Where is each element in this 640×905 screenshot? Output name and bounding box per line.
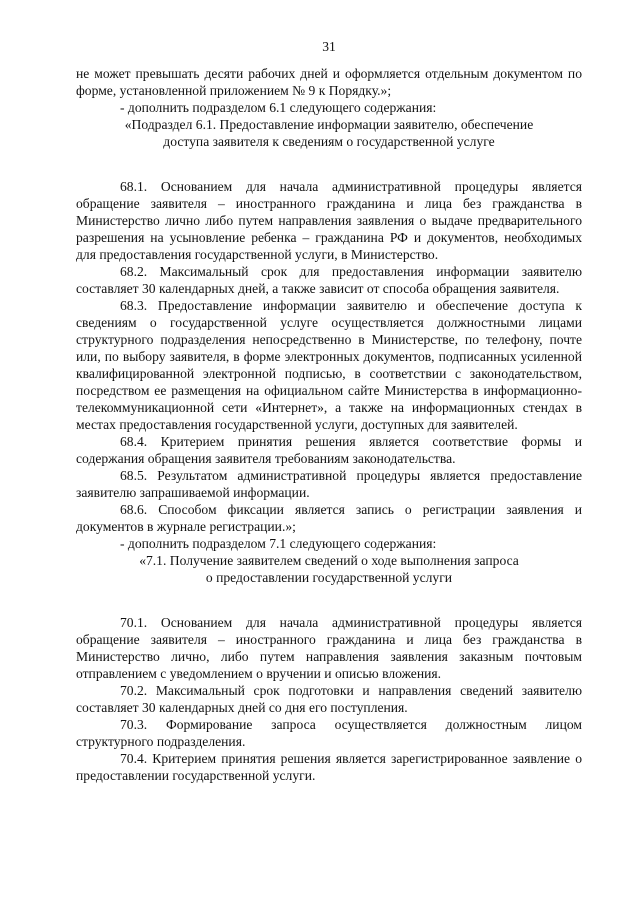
paragraph: 68.2. Максимальный срок для предоставления информации заявителю составляет 30 календарных дней, а также зависит от способа обращения заявителя. (76, 264, 582, 296)
paragraph: не может превышать десяти рабочих дней и оформляется отдельным документом по форме, установленной приложением № 9 к Порядку.»; (76, 66, 582, 98)
section-heading-line: о предоставлении государственной услуги (205, 570, 453, 585)
paragraph: 70.1. Основанием для начала административной процедуры является обращение заявителя – иностранного гражданина и лица без гражданства в Министерство лично, либо путем направления заявления заказным почтовым отправлением с уведомлением о вручении и описью вложения. (76, 615, 582, 681)
paragraph: 70.4. Критерием принятия решения является зарегистрированное заявление о предоставлении государственной услуги. (76, 751, 582, 783)
paragraph: - дополнить подразделом 6.1 следующего содержания: (120, 100, 437, 115)
paragraph: 68.6. Способом фиксации является запись о регистрации заявления и документов в журнале регистрации.»; (76, 502, 582, 534)
paragraph: 68.1. Основанием для начала административной процедуры является обращение заявителя – иностранного гражданина и лица без гражданства в Министерство лично либо путем направления заявления о выдаче предварительного разрешения на усыновление ребенка – гражданина РФ и документов, необходимых для предоставления государственной услуги, в Министерство. (76, 179, 582, 262)
spacer (76, 586, 582, 614)
spacer (76, 150, 582, 178)
paragraph: 68.5. Результатом административной процедуры является предоставление заявителю запрашиваемой информации. (76, 468, 582, 500)
paragraph: 70.2. Максимальный срок подготовки и направления сведений заявителю составляет 30 календарных дней со дня его поступления. (76, 683, 582, 715)
document-page (76, 38, 582, 784)
paragraph: 70.3. Формирование запроса осуществляется должностным лицом структурного подразделения. (76, 717, 582, 749)
section-heading-line: «Подраздел 6.1. Предоставление информации заявителю, обеспечение (124, 117, 534, 132)
document-body (76, 65, 582, 784)
paragraph: - дополнить подразделом 7.1 следующего содержания: (120, 536, 437, 551)
page-number: 31 (322, 39, 336, 54)
section-heading-line: доступа заявителя к сведениям о государственной услуге (163, 134, 495, 149)
paragraph: 68.3. Предоставление информации заявителю и обеспечение доступа к сведениям о государственной услуге осуществляется должностными лицами структурного подразделения непосредственно в Министерстве, по телефону, почте или, по выбору заявителя, в форме электронных документов, подписанных усиленной квалифицированной электронной подписью, в соответствии с законодательством, посредством ее размещения на официальном сайте Министерства в информационно-телекоммуникационной сети «Интернет», а также на информационных стендах в местах предоставления государственной услуги, доступных для заявителей. (76, 298, 582, 432)
paragraph: 68.4. Критерием принятия решения является соответствие формы и содержания обращения заявителя требованиям законодательства. (76, 434, 582, 466)
section-heading-line: «7.1. Получение заявителем сведений о ходе выполнения запроса (139, 553, 519, 568)
